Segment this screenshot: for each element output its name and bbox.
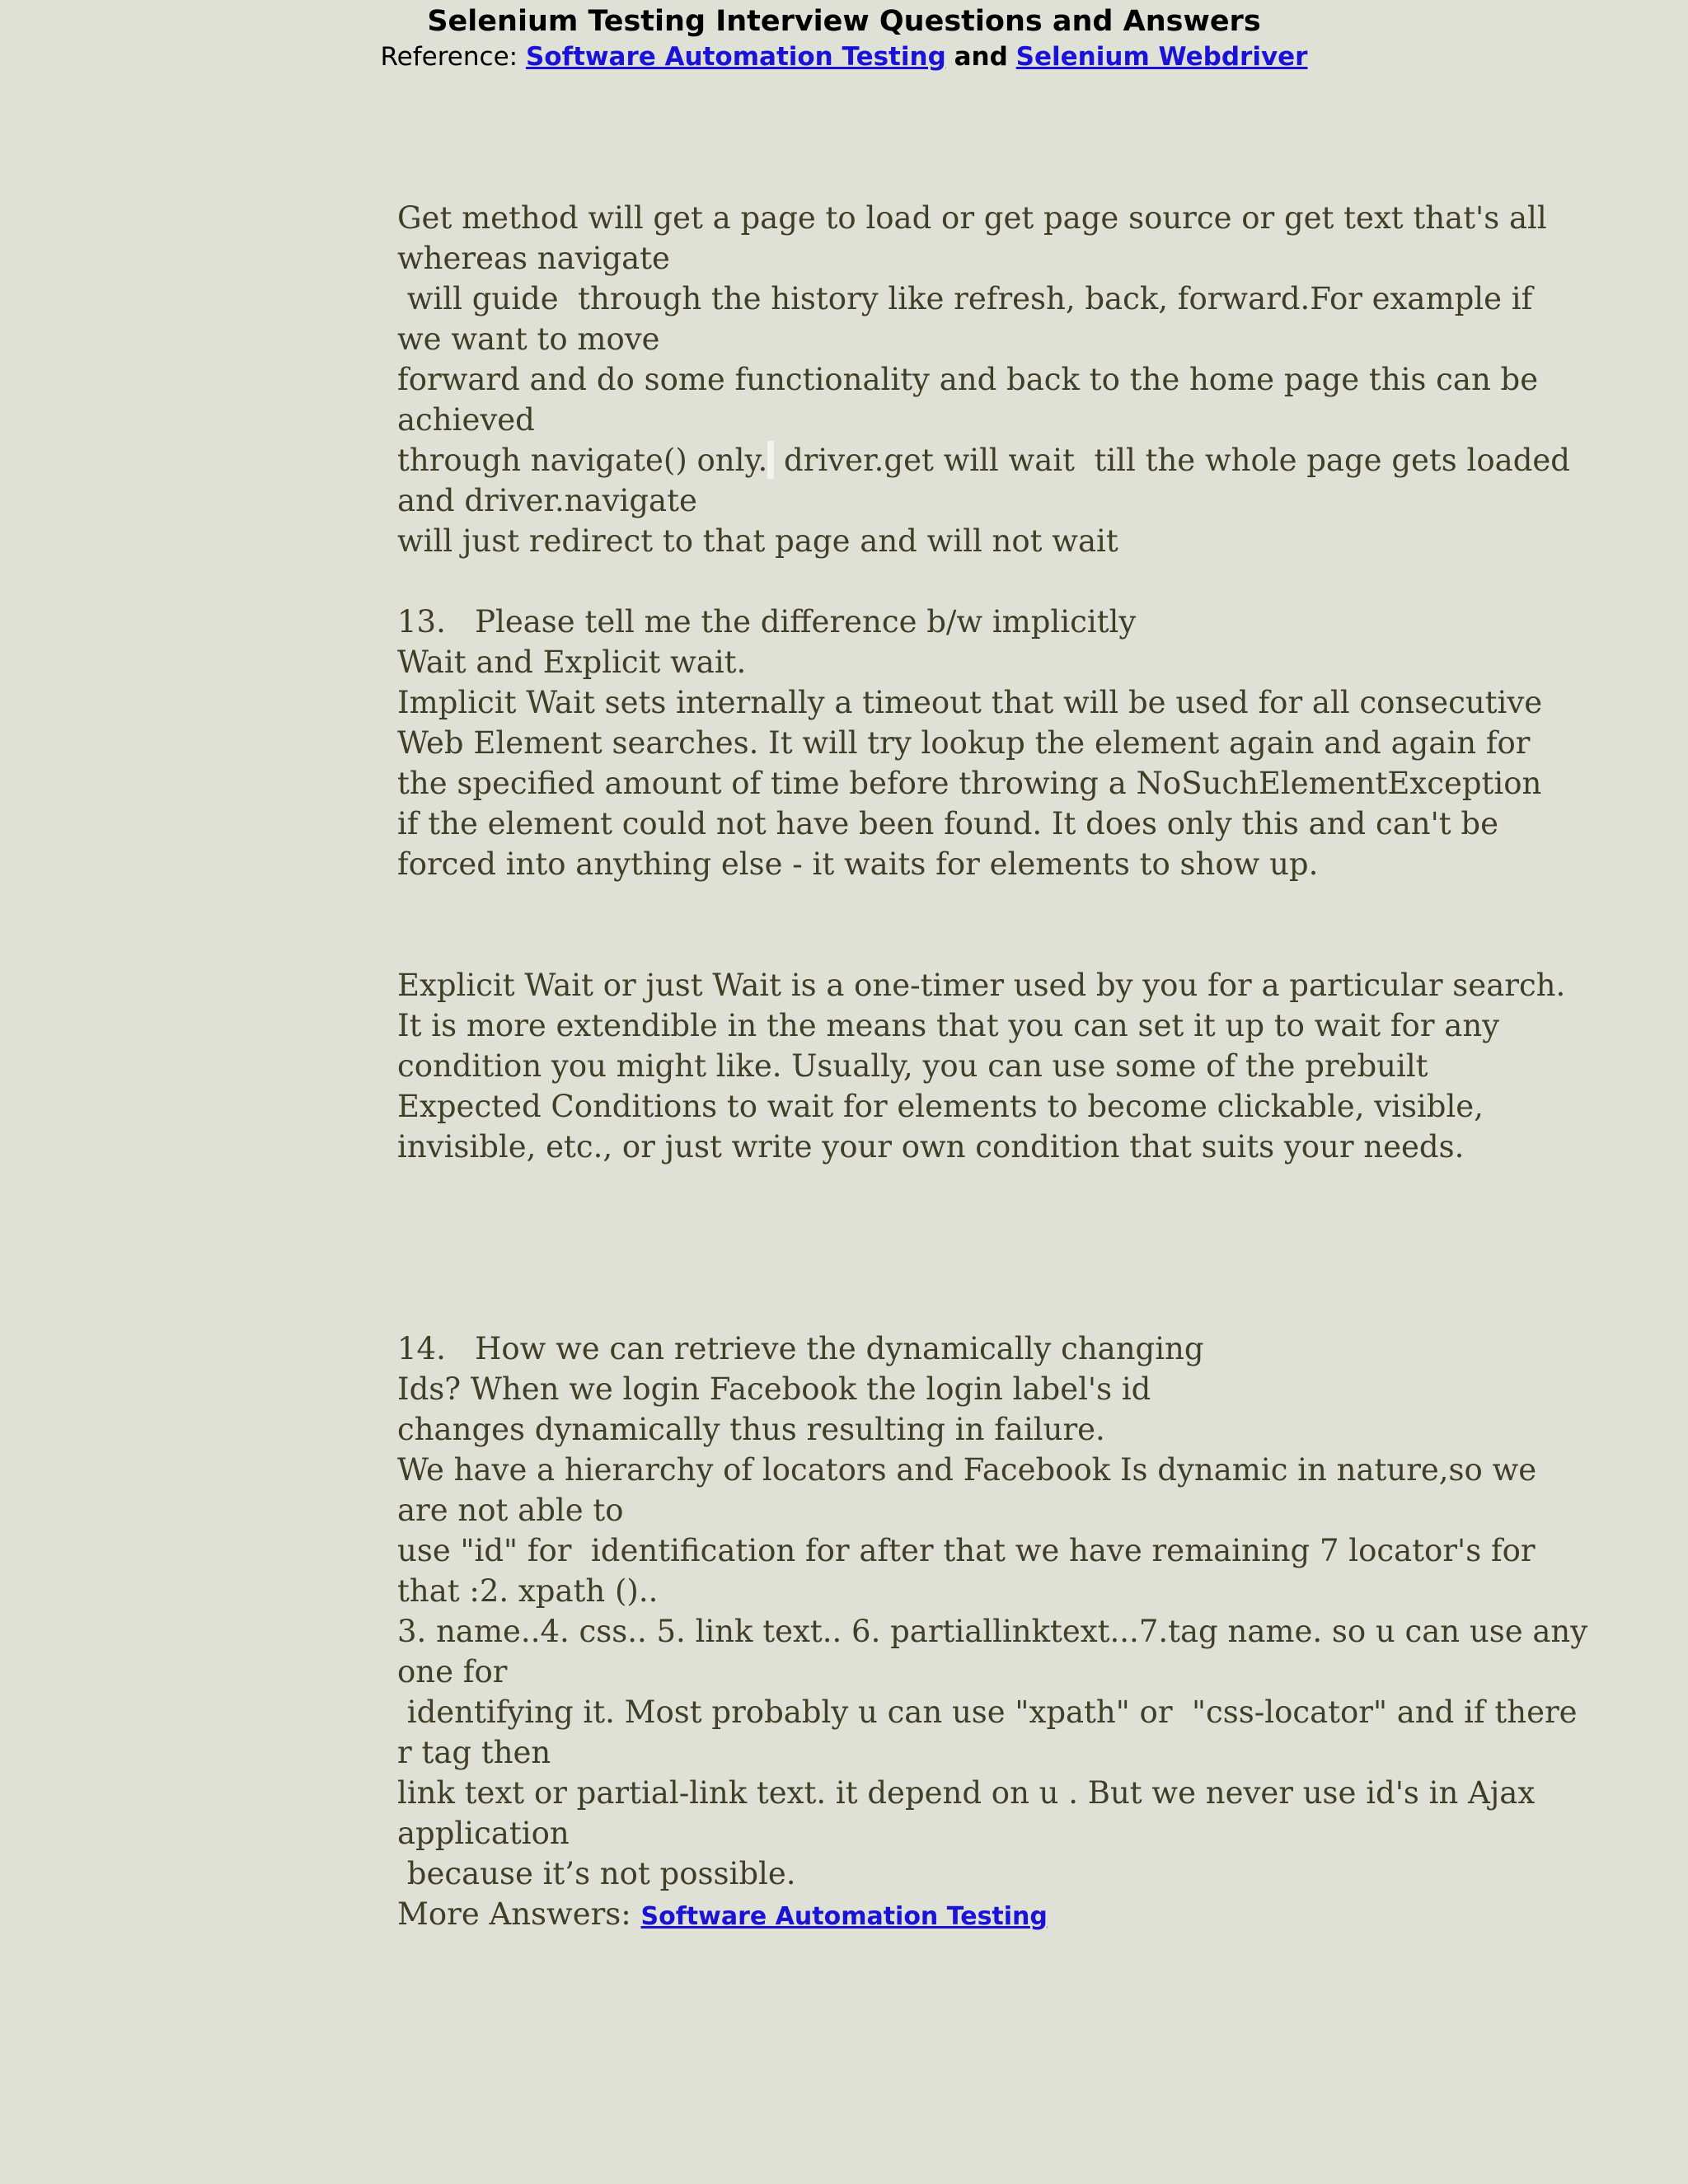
answer-line: forced into anything else - it waits for elements to show up. [397,846,1319,882]
answer-line: It is more extendible in the means that you can set it up to wait for any [397,1008,1500,1043]
answer-line: condition you might like. Usually, you can use some of the prebuilt [397,1048,1428,1084]
document-body [397,198,1588,1934]
text-line: forward and do some functionality and back to the home page this can be [397,362,1539,397]
text-line: will guide through the history like refresh, back, forward.For example if [397,281,1533,316]
answer-line: We have a hierarchy of locators and Facebook Is dynamic in nature,so we [397,1452,1537,1488]
answer-line: Expected Conditions to wait for elements to become clickable, visible, [397,1089,1484,1124]
answer-line: Explicit Wait or just Wait is a one-timer used by you for a particular search. [397,968,1566,1003]
reference-and: and [954,42,1008,72]
more-answers-link[interactable]: Software Automation Testing [640,1902,1048,1931]
text-line [397,440,1570,480]
text-line: and driver.navigate [397,483,697,518]
text-line: we want to move [397,321,660,357]
answer-line: if the element could not have been found. It does only this and can't be [397,806,1498,841]
question-text: 14. How we can retrieve the dynamically changing [397,1331,1204,1366]
answer-line: 3. name..4. css.. 5. link text.. 6. partiallinktext...7.tag name. so u can use any [397,1614,1588,1649]
text-line: achieved [397,402,535,438]
document-header [0,0,1688,73]
answer-line: link text or partial-link text. it depend on u . But we never use id's in Ajax [397,1775,1536,1811]
question-14 [397,1329,1588,1934]
page-title: Selenium Testing Interview Questions and Answers [427,5,1261,38]
paragraph-get-vs-navigate [397,198,1570,561]
text-fragment: through navigate() only. [397,443,768,478]
answer-line: the specified amount of time before throwing a NoSuchElementException [397,766,1542,801]
reference-line [0,40,1688,73]
question-text: changes dynamically thus resulting in failure. [397,1412,1105,1447]
question-text: Wait and Explicit wait. [397,644,747,680]
text-line: Get method will get a page to load or get page source or get text that's all [397,200,1547,236]
answer-line: r tag then [397,1735,551,1770]
answer-line: invisible, etc., or just write your own condition that suits your needs. [397,1129,1465,1165]
question-text: Ids? When we login Facebook the login label's id [397,1371,1151,1407]
more-answers-label: More Answers: [397,1896,641,1932]
software-automation-testing-link[interactable]: Software Automation Testing [525,42,946,72]
answer-line: Implicit Wait sets internally a timeout that will be used for all consecutive [397,685,1543,720]
question-text: 13. Please tell me the difference b/w implicitly [397,604,1137,640]
selenium-webdriver-link[interactable]: Selenium Webdriver [1015,42,1308,72]
more-answers-line [397,1894,1502,1934]
answer-line: one for [397,1654,508,1690]
answer-line: because it’s not possible. [397,1856,796,1891]
answer-line: are not able to [397,1493,624,1528]
answer-line: that :2. xpath ().. [397,1573,659,1609]
text-line: whereas navigate [397,241,670,276]
text-fragment: driver.get will wait till the whole page gets loaded [774,443,1570,478]
text-line: will just redirect to that page and will not wait [397,523,1118,559]
answer-line: identifying it. Most probably u can use "xpath" or "css-locator" and if there [397,1694,1578,1730]
reference-label: Reference: [380,42,518,72]
answer-line: application [397,1816,570,1851]
answer-line: use "id" for identification for after that we have remaining 7 locator's for [397,1533,1536,1568]
question-13 [397,602,1566,1167]
answer-line: Web Element searches. It will try lookup the element again and again for [397,725,1531,761]
